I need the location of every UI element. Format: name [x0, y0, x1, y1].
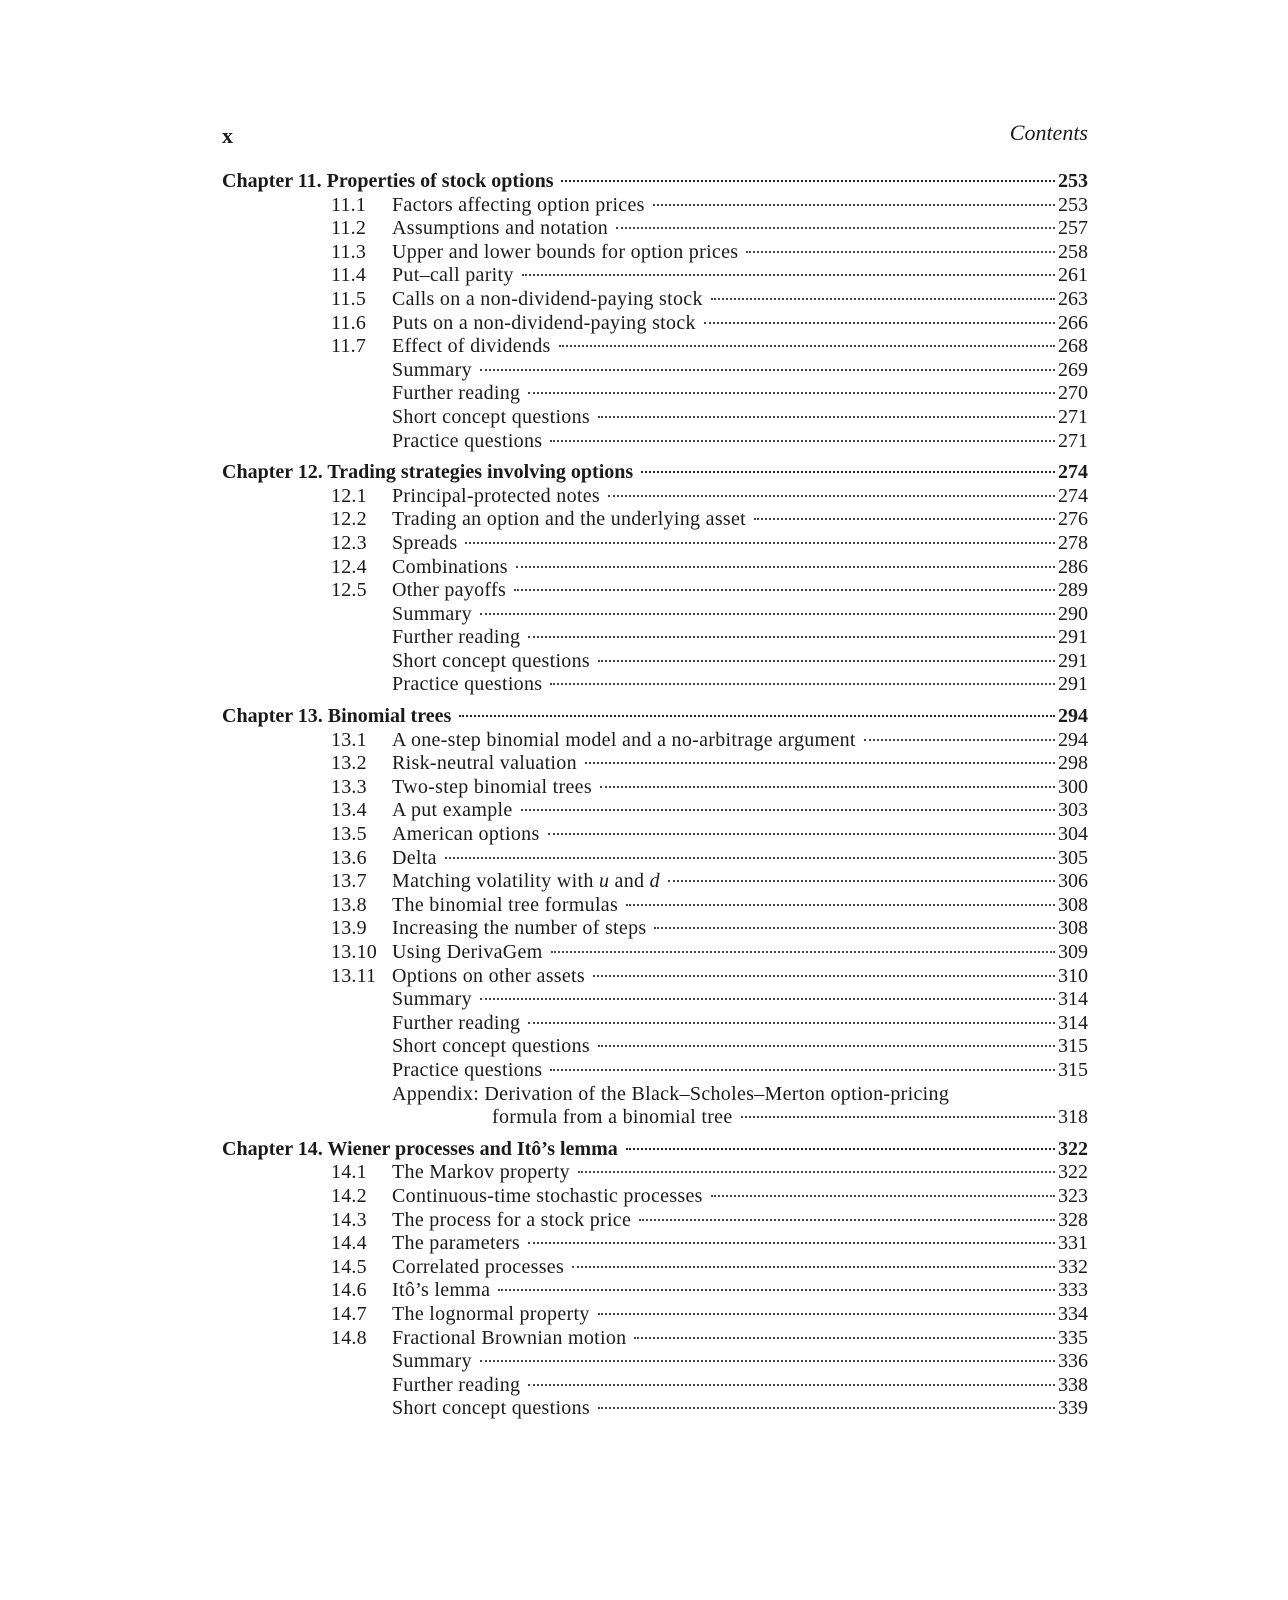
dot-leader — [516, 566, 1055, 568]
section-number: 11.5 — [331, 287, 367, 310]
section-title: Practice questions — [392, 673, 543, 696]
entry-line — [392, 603, 1088, 627]
section-number: 14.8 — [331, 1326, 367, 1349]
section-page-number: 339 — [1058, 1397, 1088, 1420]
section-number: 11.4 — [331, 264, 367, 287]
section-page-number: 322 — [1058, 1161, 1088, 1184]
section-number: 14.1 — [331, 1161, 367, 1184]
title-text: Matching volatility with — [392, 870, 599, 893]
entry-line — [392, 406, 1088, 430]
entry-line — [392, 579, 1088, 603]
toc-entry[interactable] — [222, 1303, 1088, 1327]
section-title: Further reading — [392, 382, 521, 405]
section-page-number: 291 — [1058, 649, 1088, 672]
toc-entry[interactable] — [222, 776, 1088, 800]
dot-leader — [598, 416, 1055, 418]
section-page-number: 298 — [1058, 752, 1088, 775]
section-title: Further reading — [392, 626, 521, 649]
toc-entry[interactable] — [222, 382, 1088, 406]
chapter-entry — [222, 170, 1088, 194]
section-page-number: 338 — [1058, 1373, 1088, 1396]
section-title: Appendix: Derivation of the Black–Scholes–Merton option-pricing — [392, 1082, 950, 1105]
entry-line — [392, 870, 1088, 894]
section-page-number: 290 — [1058, 602, 1088, 625]
section-title: Combinations — [392, 555, 508, 578]
chapter-title: Chapter 12. Trading strategies involving options — [222, 461, 634, 484]
entry-line — [392, 1012, 1088, 1036]
dot-leader — [522, 274, 1055, 276]
toc-entry[interactable] — [222, 312, 1088, 336]
dot-leader — [528, 1022, 1055, 1024]
chapter-entry — [222, 461, 1088, 485]
dot-leader — [528, 392, 1055, 394]
toc-entry[interactable] — [222, 603, 1088, 627]
entry-line — [392, 799, 1088, 823]
dot-leader — [480, 613, 1055, 615]
toc-entry[interactable] — [222, 1106, 1088, 1130]
dot-leader — [550, 683, 1055, 685]
entry-line — [392, 264, 1088, 288]
toc-entry[interactable] — [222, 894, 1088, 918]
toc-entry[interactable] — [222, 988, 1088, 1012]
section-number: 13.5 — [331, 823, 367, 846]
section-title: Increasing the number of steps — [392, 917, 647, 940]
chapter-page-number: 274 — [1058, 461, 1088, 484]
section-title: Other payoffs — [392, 579, 507, 602]
section-title: Fractional Brownian motion — [392, 1326, 627, 1349]
section-page-number: 314 — [1058, 1011, 1088, 1034]
section-number: 12.5 — [331, 579, 367, 602]
dot-leader — [626, 1148, 1055, 1150]
chapter-heading[interactable] — [222, 170, 1088, 194]
section-title: The process for a stock price — [392, 1208, 632, 1231]
section-number: 13.1 — [331, 728, 367, 751]
toc-entry[interactable] — [222, 1083, 1088, 1107]
dot-leader — [653, 204, 1055, 206]
toc-entry[interactable] — [222, 1256, 1088, 1280]
section-title: Calls on a non-dividend-paying stock — [392, 287, 703, 310]
chapter-heading[interactable] — [222, 1138, 1088, 1162]
entry-line — [392, 217, 1088, 241]
entry-line — [392, 335, 1088, 359]
section-number: 11.6 — [331, 311, 367, 334]
dot-leader — [593, 975, 1055, 977]
section-number: 14.5 — [331, 1255, 367, 1278]
section-title: formula from a binomial tree — [492, 1106, 733, 1129]
toc-entry[interactable] — [222, 241, 1088, 265]
toc-entry[interactable] — [222, 626, 1088, 650]
entry-line — [392, 1279, 1088, 1303]
dot-leader — [578, 1171, 1055, 1173]
dot-leader — [550, 1069, 1055, 1071]
entry-line — [392, 965, 1088, 989]
section-number: 11.2 — [331, 217, 367, 240]
section-page-number: 269 — [1058, 358, 1088, 381]
dot-leader — [459, 715, 1055, 717]
section-title: Further reading — [392, 1011, 521, 1034]
section-title: Correlated processes — [392, 1255, 565, 1278]
dot-leader — [561, 180, 1055, 182]
section-title: Practice questions — [392, 1058, 543, 1081]
toc-entry[interactable] — [222, 532, 1088, 556]
section-page-number: 276 — [1058, 508, 1088, 531]
toc-entry[interactable] — [222, 430, 1088, 454]
entry-line — [392, 1327, 1088, 1351]
section-title: Practice questions — [392, 429, 543, 452]
entry-line — [392, 1397, 1088, 1421]
chapter-title: Chapter 13. Binomial trees — [222, 705, 452, 728]
chapter-heading[interactable] — [222, 705, 1088, 729]
section-title: Short concept questions — [392, 405, 590, 428]
dot-leader — [559, 345, 1055, 347]
toc-entry[interactable] — [222, 823, 1088, 847]
section-number: 11.7 — [331, 335, 367, 358]
section-page-number: 271 — [1058, 405, 1088, 428]
section-page-number: 328 — [1058, 1208, 1088, 1231]
section-number: 13.7 — [331, 870, 367, 893]
entry-line — [392, 485, 1088, 509]
entry-line — [392, 359, 1088, 383]
entry-line — [392, 988, 1088, 1012]
section-number: 14.7 — [331, 1302, 367, 1325]
section-number: 12.2 — [331, 508, 367, 531]
section-page-number: 278 — [1058, 531, 1088, 554]
page-folio: x — [222, 123, 233, 148]
chapter-entry — [222, 705, 1088, 729]
section-title: The binomial tree formulas — [392, 893, 619, 916]
toc-entry[interactable] — [222, 1374, 1088, 1398]
section-page-number: 257 — [1058, 217, 1088, 240]
dot-leader — [704, 322, 1055, 324]
chapter-page-number: 253 — [1058, 170, 1088, 192]
dot-leader — [711, 1195, 1055, 1197]
section-page-number: 304 — [1058, 823, 1088, 846]
chapter-page-number: 294 — [1058, 705, 1088, 728]
entry-line — [392, 1374, 1088, 1398]
toc-entry[interactable] — [222, 917, 1088, 941]
section-title: Summary — [392, 358, 472, 381]
section-title: Upper and lower bounds for option prices — [392, 240, 739, 263]
entry-line — [392, 776, 1088, 800]
dot-leader — [572, 1266, 1055, 1268]
section-number: 12.1 — [331, 484, 367, 507]
section-title: Continuous-time stochastic processes — [392, 1184, 703, 1207]
section-page-number: 263 — [1058, 287, 1088, 310]
entry-line — [392, 626, 1088, 650]
entry-line — [392, 1256, 1088, 1280]
section-title: Using DerivaGem — [392, 941, 543, 963]
section-page-number: 253 — [1058, 193, 1088, 216]
entry-line — [392, 194, 1088, 218]
math-variable: u — [598, 870, 610, 893]
dot-leader — [528, 636, 1055, 638]
entry-line — [392, 532, 1088, 556]
chapter-title: Chapter 14. Wiener processes and Itô’s lemma — [222, 1137, 618, 1160]
dot-leader — [634, 1337, 1055, 1339]
section-page-number: 294 — [1058, 728, 1088, 751]
section-title: A put example — [392, 799, 513, 822]
toc-entry[interactable] — [222, 799, 1088, 823]
section-page-number: 266 — [1058, 311, 1088, 334]
section-page-number: 291 — [1058, 626, 1088, 649]
toc-entry[interactable] — [222, 194, 1088, 218]
section-number: 13.8 — [331, 893, 367, 916]
dot-leader — [514, 589, 1055, 591]
section-page-number: 323 — [1058, 1184, 1088, 1207]
toc-entry[interactable] — [222, 650, 1088, 674]
dot-leader — [521, 809, 1055, 811]
section-number: 13.2 — [331, 752, 367, 775]
section-number: 13.10 — [331, 941, 377, 963]
section-page-number: 305 — [1058, 846, 1088, 869]
section-number: 11.3 — [331, 240, 367, 263]
section-number: 12.3 — [331, 531, 367, 554]
section-number: 14.3 — [331, 1208, 367, 1231]
dot-leader — [480, 1360, 1055, 1362]
dot-leader — [616, 227, 1055, 229]
section-title: Put–call parity — [392, 264, 514, 287]
toc-entry[interactable] — [222, 508, 1088, 532]
dot-leader — [711, 298, 1055, 300]
section-title: Spreads — [392, 531, 458, 554]
toc-entry[interactable] — [222, 1209, 1088, 1233]
section-title — [392, 870, 660, 894]
dot-leader — [626, 904, 1055, 906]
entry-line — [392, 508, 1088, 532]
dot-leader — [528, 1384, 1055, 1386]
entry-line — [392, 1161, 1088, 1185]
dot-leader — [598, 660, 1055, 662]
section-number: 13.11 — [331, 964, 377, 987]
toc-entry[interactable] — [222, 752, 1088, 776]
toc-entry[interactable] — [222, 870, 1088, 894]
toc-entry[interactable] — [222, 264, 1088, 288]
entry-line — [392, 241, 1088, 265]
section-title: Risk-neutral valuation — [392, 752, 577, 775]
entry-line — [392, 894, 1088, 918]
section-title: American options — [392, 823, 540, 846]
entry-line — [392, 941, 1088, 965]
toc-entry[interactable] — [222, 965, 1088, 989]
toc-entry[interactable] — [222, 1327, 1088, 1351]
toc-entry[interactable] — [222, 406, 1088, 430]
math-variable: d — [649, 870, 660, 893]
section-number: 14.6 — [331, 1279, 367, 1302]
entry-line — [392, 917, 1088, 941]
section-number: 13.9 — [331, 917, 367, 940]
entry-line — [492, 1106, 1088, 1130]
dot-leader — [465, 542, 1055, 544]
dot-leader — [639, 1219, 1055, 1221]
entry-line — [392, 752, 1088, 776]
entry-line — [392, 650, 1088, 674]
section-page-number: 268 — [1058, 335, 1088, 358]
entry-line — [392, 673, 1088, 697]
section-title: Factors affecting option prices — [392, 193, 645, 216]
section-page-number: 331 — [1058, 1232, 1088, 1255]
chapter-title: Chapter 11. Properties of stock options — [222, 170, 554, 192]
section-title: Puts on a non-dividend-paying stock — [392, 311, 696, 334]
entry-line — [392, 1083, 1088, 1107]
entry-line — [392, 382, 1088, 406]
entry-line — [392, 1209, 1088, 1233]
entry-line — [392, 1059, 1088, 1083]
chapter-heading[interactable] — [222, 461, 1088, 485]
entry-line — [392, 288, 1088, 312]
toc-entry[interactable] — [222, 729, 1088, 753]
dot-leader — [480, 369, 1055, 371]
section-page-number: 318 — [1058, 1106, 1088, 1129]
section-page-number: 308 — [1058, 893, 1088, 916]
toc-entry[interactable] — [222, 1350, 1088, 1374]
dot-leader — [608, 495, 1055, 497]
dot-leader — [600, 786, 1055, 788]
section-title: Summary — [392, 988, 472, 1011]
section-title: Assumptions and notation — [392, 217, 609, 240]
toc-entry[interactable] — [222, 485, 1088, 509]
section-number: 14.2 — [331, 1184, 367, 1207]
entry-line — [392, 1303, 1088, 1327]
toc-entry[interactable] — [222, 579, 1088, 603]
section-number: 12.4 — [331, 555, 367, 578]
section-page-number: 258 — [1058, 240, 1088, 263]
toc-entry[interactable] — [222, 941, 1088, 965]
section-page-number: 336 — [1058, 1350, 1088, 1373]
title-text: and — [609, 870, 650, 893]
section-title: The lognormal property — [392, 1302, 590, 1325]
dot-leader — [550, 440, 1055, 442]
section-page-number: 286 — [1058, 555, 1088, 578]
section-title: Short concept questions — [392, 1035, 590, 1058]
entry-line — [392, 847, 1088, 871]
section-title: Short concept questions — [392, 1397, 590, 1420]
entry-line — [392, 312, 1088, 336]
dot-leader — [551, 951, 1055, 953]
section-page-number: 335 — [1058, 1326, 1088, 1349]
section-page-number: 310 — [1058, 964, 1088, 987]
dot-leader — [598, 1313, 1055, 1315]
entry-line — [392, 823, 1088, 847]
section-page-number: 334 — [1058, 1302, 1088, 1325]
section-page-number: 289 — [1058, 579, 1088, 602]
section-title: Delta — [392, 846, 437, 869]
section-page-number: 333 — [1058, 1279, 1088, 1302]
dot-leader — [548, 833, 1055, 835]
dot-leader — [754, 518, 1055, 520]
section-title: Short concept questions — [392, 649, 590, 672]
dot-leader — [598, 1407, 1055, 1409]
dot-leader — [668, 880, 1055, 882]
entry-line — [392, 1185, 1088, 1209]
section-title: The Markov property — [392, 1161, 570, 1184]
dot-leader — [528, 1242, 1055, 1244]
toc-entry[interactable] — [222, 288, 1088, 312]
entry-line — [392, 430, 1088, 454]
section-title: Effect of dividends — [392, 335, 551, 358]
section-title: Options on other assets — [392, 964, 585, 987]
section-page-number: 271 — [1058, 429, 1088, 452]
toc-entry[interactable] — [222, 1161, 1088, 1185]
dot-leader — [654, 927, 1055, 929]
section-page-number: 274 — [1058, 484, 1088, 507]
toc-entry[interactable] — [222, 1059, 1088, 1083]
toc-entry[interactable] — [222, 335, 1088, 359]
dot-leader — [598, 1045, 1055, 1047]
section-number: 13.3 — [331, 775, 367, 798]
dot-leader — [445, 857, 1055, 859]
toc-entry[interactable] — [222, 1279, 1088, 1303]
toc-entry[interactable] — [222, 673, 1088, 697]
table-of-contents — [222, 170, 1088, 1421]
section-page-number: 314 — [1058, 988, 1088, 1011]
section-title: A one-step binomial model and a no-arbitrage argument — [392, 728, 856, 751]
toc-entry[interactable] — [222, 1185, 1088, 1209]
section-title: The parameters — [392, 1232, 521, 1255]
entry-line — [392, 729, 1088, 753]
section-page-number: 309 — [1058, 941, 1088, 963]
section-number: 13.6 — [331, 846, 367, 869]
section-title: Summary — [392, 602, 472, 625]
toc-entry[interactable] — [222, 217, 1088, 241]
section-number: 14.4 — [331, 1232, 367, 1255]
toc-entry[interactable] — [222, 556, 1088, 580]
section-page-number: 300 — [1058, 775, 1088, 798]
toc-entry[interactable] — [222, 1012, 1088, 1036]
section-number: 13.4 — [331, 799, 367, 822]
dot-leader — [864, 739, 1055, 741]
section-page-number: 261 — [1058, 264, 1088, 287]
dot-leader — [741, 1116, 1055, 1118]
chapter-entry — [222, 1138, 1088, 1162]
dot-leader — [480, 998, 1055, 1000]
dot-leader — [641, 471, 1055, 473]
toc-entry[interactable] — [222, 1035, 1088, 1059]
toc-entry[interactable] — [222, 1232, 1088, 1256]
section-title: Itô’s lemma — [392, 1279, 491, 1302]
section-page-number: 270 — [1058, 382, 1088, 405]
page-header — [222, 118, 1088, 152]
dot-leader — [585, 762, 1055, 764]
toc-entry[interactable] — [222, 359, 1088, 383]
toc-entry[interactable] — [222, 847, 1088, 871]
chapter-page-number: 322 — [1058, 1137, 1088, 1160]
entry-line — [392, 556, 1088, 580]
dot-leader — [498, 1289, 1055, 1291]
section-page-number: 332 — [1058, 1255, 1088, 1278]
section-title: Principal-protected notes — [392, 484, 600, 507]
section-page-number: 306 — [1058, 870, 1088, 893]
section-page-number: 308 — [1058, 917, 1088, 940]
entry-line — [392, 1035, 1088, 1059]
section-title: Trading an option and the underlying asset — [392, 508, 747, 531]
dot-leader — [746, 251, 1055, 253]
section-title: Further reading — [392, 1373, 521, 1396]
section-title: Two-step binomial trees — [392, 775, 592, 798]
section-page-number: 303 — [1058, 799, 1088, 822]
toc-entry[interactable] — [222, 1397, 1088, 1421]
section-page-number: 315 — [1058, 1058, 1088, 1081]
entry-line — [392, 1350, 1088, 1374]
section-title: Summary — [392, 1350, 472, 1373]
running-head: Contents — [1009, 120, 1088, 145]
section-page-number: 291 — [1058, 673, 1088, 696]
section-page-number: 315 — [1058, 1035, 1088, 1058]
entry-line — [392, 1232, 1088, 1256]
section-number: 11.1 — [331, 193, 367, 216]
